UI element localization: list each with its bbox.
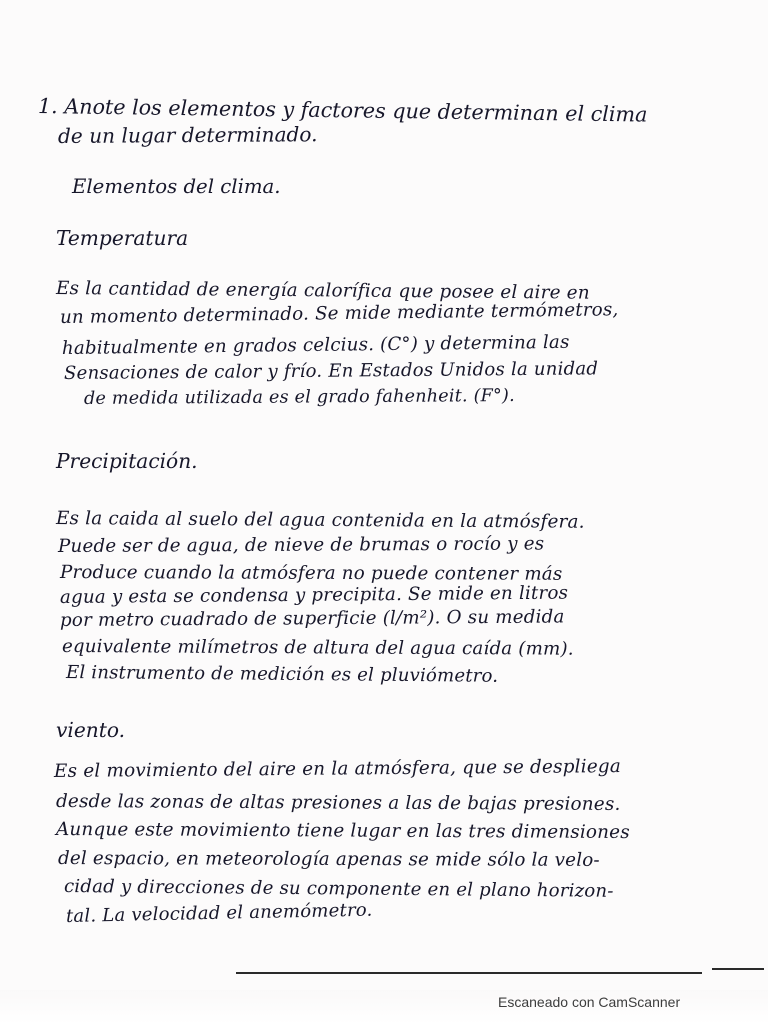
question-line-1: 1. Anote los elementos y factores que determinan el clima — [37, 94, 648, 127]
precipitacion-line-7: El instrumento de medición es el pluviómetro. — [65, 662, 499, 687]
temperatura-line-1: Es la cantidad de energía calorífica que posee el aire en — [55, 278, 590, 304]
precipitacion-line-2: Puede ser de agua, de nieve de brumas o rocío y es — [57, 533, 545, 557]
temperatura-line-5: de medida utilizada es el grado fahenheit. (F°). — [83, 385, 515, 409]
temperatura-line-4: Sensaciones de calor y frío. En Estados Unidos la unidad — [63, 358, 599, 384]
viento-line-4: del espacio, en meteorología apenas se mide sólo la velo- — [57, 848, 600, 871]
question-line-2: de un lugar determinado. — [57, 122, 318, 148]
precipitacion-line-5: por metro cuadrado de superficie (l/m²). O su medida — [59, 606, 565, 631]
viento-line-1: Es el movimiento del aire en la atmósfera, que se despliega — [53, 756, 622, 782]
precipitacion-line-4: agua y esta se condensa y precipita. Se mide en litros — [59, 582, 569, 608]
section-title-precipitacion: Precipitación. — [56, 449, 198, 473]
section-title-temperatura: Temperatura — [56, 226, 189, 250]
viento-line-2: desde las zonas de altas presiones a las de bajas presiones. — [55, 791, 621, 815]
viento-line-5: cidad y direcciones de su componente en el plano horizon- — [63, 876, 614, 902]
temperatura-line-2: un momento determinado. Se mide mediante termómetros, — [59, 299, 619, 328]
viento-line-6: tal. La velocidad el anemómetro. — [65, 899, 373, 927]
temperatura-line-3: habitualmente en grados celcius. (C°) y determina las — [61, 331, 570, 359]
precipitacion-line-3: Produce cuando la atmósfera no puede contener más — [59, 562, 563, 585]
camscanner-watermark: Escaneado con CamScanner — [498, 994, 681, 1010]
subtitle-elementos-del-clima: Elementos del clima. — [72, 175, 281, 198]
section-title-viento: viento. — [56, 718, 126, 742]
bottom-divider-line — [236, 972, 702, 974]
viento-line-3: Aunque este movimiento tiene lugar en las tres dimensiones — [55, 819, 630, 844]
bottom-divider-line-right — [712, 968, 764, 970]
precipitacion-line-1: Es la caida al suelo del agua contenida en la atmósfera. — [55, 508, 585, 533]
precipitacion-line-6: equivalente milímetros de altura del agua caída (mm). — [61, 636, 574, 660]
